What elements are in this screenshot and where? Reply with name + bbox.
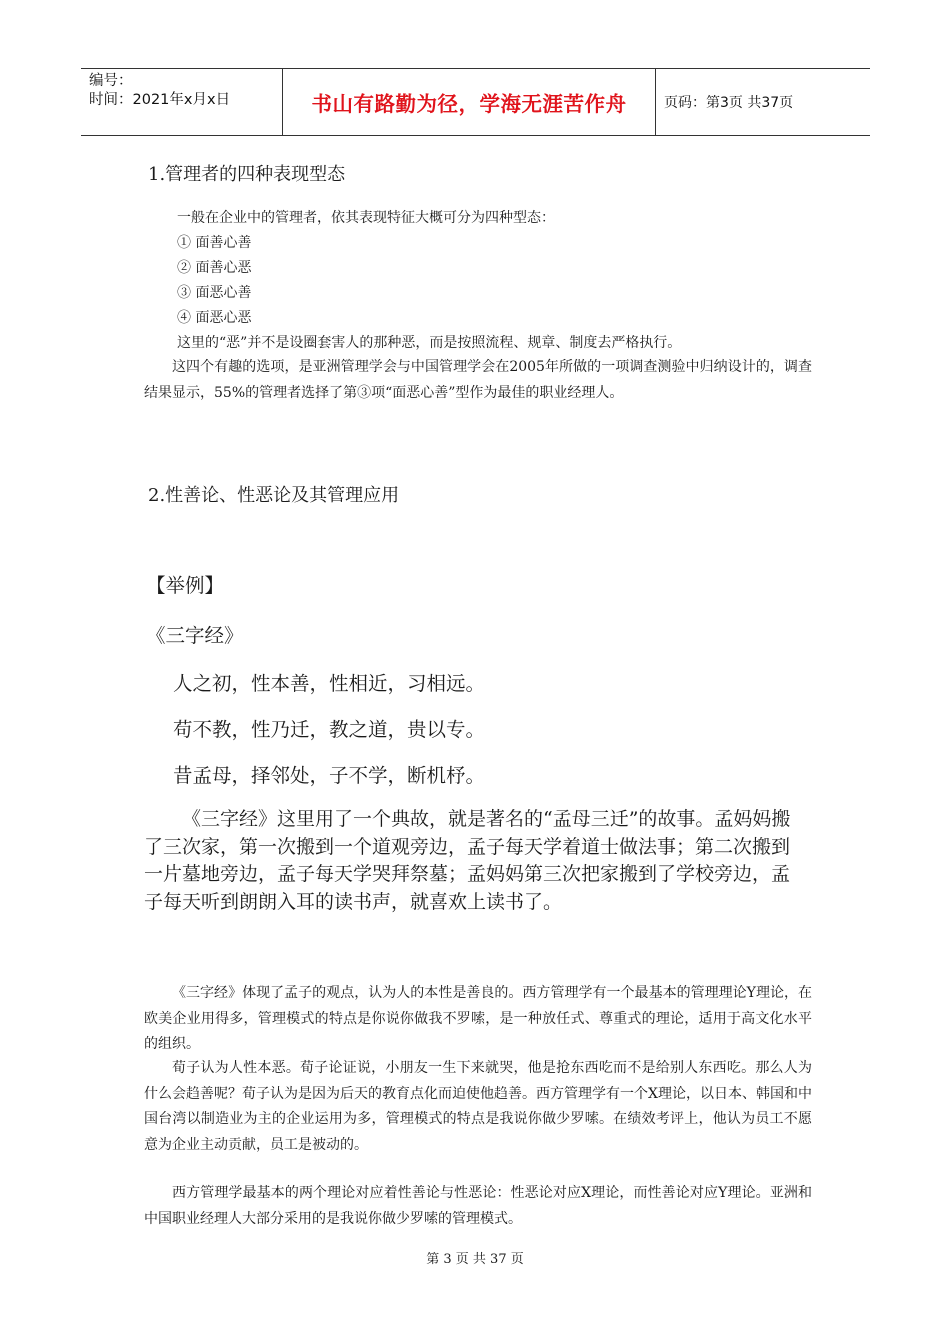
paragraph-xunzi: 荀子认为人性本恶。荀子论证说，小朋友一生下来就哭，他是抢东西吃而不是给别人东西吃。那么人为什么会趋善呢？荀子认为是因为后天的教育点化而迫使他趋善。西方管理学有一个X理论，以日本、韩国和中国台湾以制造业为主的企业运用为多，管理模式的特点是我说你做少罗嗦。在绩效考评上，他认为员工不愿意为企业主动贡献，员工是被动的。	[144, 1060, 812, 1153]
section1-heading: 1.管理者的四种表现型态	[148, 164, 346, 185]
number-label: 编号：	[89, 73, 133, 89]
header-motto: 书山有路勤为径，学海无涯苦作舟	[283, 69, 656, 135]
type-item-4: ④ 面恶心恶	[177, 310, 252, 326]
section1-survey: 这四个有趣的选项，是亚洲管理学会与中国管理学会在2005年所做的一项调查测验中归纳设计的，调查结果显示，55%的管理者选择了第③项“面恶心善”型作为最佳的职业经理人。	[144, 359, 812, 401]
type-item-1: ① 面善心善	[177, 235, 252, 251]
story-paragraph: 《三字经》这里用了一个典故，就是著名的“孟母三迁”的故事。孟妈妈搬了三次家，第一次搬到一个道观旁边，孟子每天学着道士做法事；第二次搬到一片墓地旁边，孟子每天学哭拜祭墓；孟妈妈第三次把家搬到了学校旁边，孟子每天听到朗朗入耳的读书声，就喜欢上读书了。	[144, 808, 791, 913]
page-footer: 第 3 页 共 37 页	[426, 1252, 524, 1267]
time-label: 时间：2021年x月x日	[89, 92, 231, 108]
type-item-2: ② 面善心恶	[177, 260, 252, 276]
book-title: 《三字经》	[146, 624, 244, 647]
section1-intro: 一般在企业中的管理者，依其表现特征大概可分为四种型态：	[177, 210, 555, 226]
verse-1: 人之初，性本善，性相近，习相远。	[173, 672, 486, 695]
paragraph-theories: 西方管理学最基本的两个理论对应着性善论与性恶论：性恶论对应X理论，而性善论对应Y理论。亚洲和中国职业经理人大部分采用的是我说你做少罗嗦的管理模式。	[144, 1185, 812, 1227]
example-label: 【举例】	[146, 574, 225, 597]
section1-note: 这里的“恶”并不是设圈套害人的那种恶，而是按照流程、规章、制度去严格执行。	[177, 335, 682, 351]
type-item-3: ③ 面恶心善	[177, 285, 252, 301]
header-meta	[81, 69, 283, 135]
header-page-label: 页码：第3页 共37页	[664, 95, 794, 111]
paragraph-mencius: 《三字经》体现了孟子的观点，认为人的本性是善良的。西方管理学有一个最基本的管理理论Y理论，在欧美企业用得多，管理模式的特点是你说你做我不罗嗦，是一种放任式、尊重式的理论，适用于高文化水平的组织。	[144, 985, 812, 1052]
document-header	[81, 68, 870, 136]
verse-3: 昔孟母，择邻处，子不学，断机杼。	[173, 764, 486, 787]
verse-2: 苟不教，性乃迁，教之道，贵以专。	[173, 718, 486, 741]
section2-heading: 2.性善论、性恶论及其管理应用	[148, 485, 400, 506]
